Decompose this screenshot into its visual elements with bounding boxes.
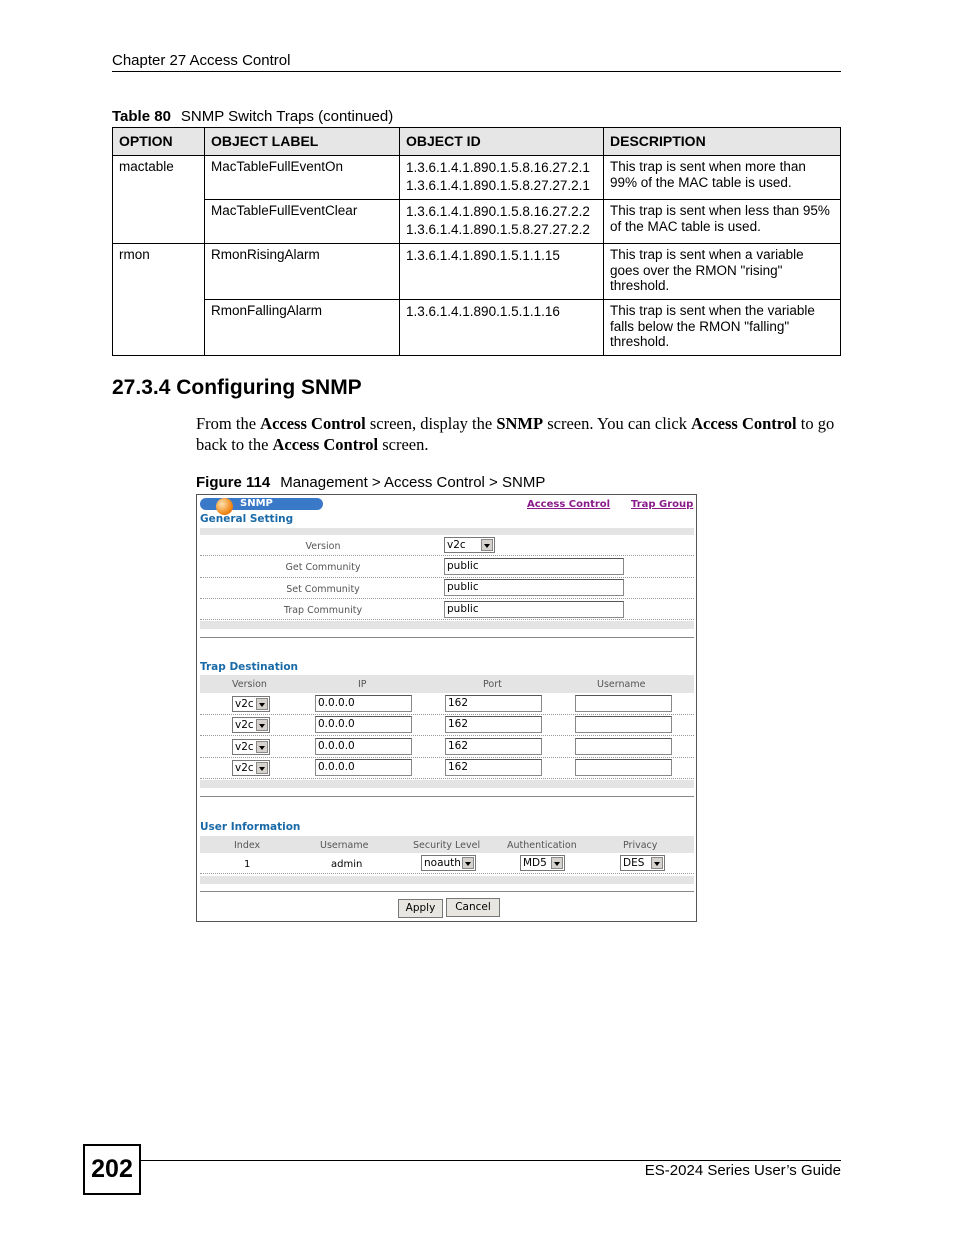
trap-port-input[interactable]: 162 — [445, 716, 542, 733]
trap-username-input[interactable] — [575, 695, 672, 712]
user-col-privacy: Privacy — [623, 840, 658, 851]
trap-port-input[interactable]: 162 — [445, 695, 542, 712]
trap-version-select[interactable] — [232, 696, 270, 712]
trap-ip-input[interactable]: 0.0.0.0 — [315, 695, 412, 712]
section-divider — [200, 637, 694, 638]
object-id-cell — [400, 244, 604, 300]
object-id: 1.3.6.1.4.1.890.1.5.1.1.16 — [406, 304, 560, 319]
object-id-cell — [400, 300, 604, 356]
description-cell: This trap is sent when less than 95% of the MAC table is used. — [604, 200, 841, 244]
trap-community-input[interactable]: public — [444, 601, 624, 618]
table-header-row — [113, 128, 841, 156]
chevron-down-icon — [256, 698, 268, 710]
chevron-down-icon — [481, 539, 493, 551]
user-footer-band — [200, 876, 694, 884]
get-community-label: Get Community — [285, 562, 361, 573]
para-text: screen. You can click — [543, 414, 692, 433]
trap-col-version: Version — [232, 679, 267, 690]
para-text: From the — [196, 414, 261, 433]
object-id: 1.3.6.1.4.1.890.1.5.1.1.15 — [406, 248, 560, 263]
col-description: DESCRIPTION — [604, 128, 841, 156]
col-option: OPTION — [113, 128, 205, 156]
object-label-cell: MacTableFullEventOn — [205, 156, 400, 200]
trap-username-input[interactable] — [575, 716, 672, 733]
general-setting-heading: General Setting — [200, 513, 294, 525]
trap-col-username: Username — [597, 679, 646, 690]
user-col-index: Index — [234, 840, 261, 851]
trap-username-input[interactable] — [575, 759, 672, 776]
general-footer-band — [200, 621, 694, 629]
chevron-down-icon — [462, 857, 474, 869]
trap-username-input[interactable] — [575, 738, 672, 755]
user-index: 1 — [244, 859, 251, 870]
trap-port-input[interactable]: 162 — [445, 738, 542, 755]
object-id: 1.3.6.1.4.1.890.1.5.8.27.27.2.2 — [406, 222, 590, 237]
trap-ip-input[interactable]: 0.0.0.0 — [315, 716, 412, 733]
snmp-screen — [196, 494, 697, 922]
object-id-cell — [400, 200, 604, 244]
trap-version-select[interactable] — [232, 739, 270, 755]
user-col-authentication: Authentication — [507, 840, 577, 851]
section-title: 27.3.4 Configuring SNMP — [112, 376, 362, 399]
chevron-down-icon — [551, 857, 563, 869]
para-bold: Access Control — [691, 414, 797, 433]
trap-ip-input[interactable]: 0.0.0.0 — [315, 738, 412, 755]
object-id: 1.3.6.1.4.1.890.1.5.8.16.27.2.1 — [406, 160, 590, 175]
snmp-tab — [200, 498, 323, 510]
trap-version-select[interactable] — [232, 717, 270, 733]
option-cell: mactable — [113, 156, 205, 244]
trap-version-select[interactable] — [232, 760, 270, 776]
trap-col-port: Port — [483, 679, 502, 690]
trap-col-ip: IP — [358, 679, 367, 690]
object-id: 1.3.6.1.4.1.890.1.5.8.27.27.2.1 — [406, 178, 590, 193]
footer-rule — [140, 1160, 841, 1161]
authentication-value: MD5 — [523, 857, 547, 869]
figure-caption — [196, 474, 545, 491]
object-label-cell: MacTableFullEventClear — [205, 200, 400, 244]
para-bold: SNMP — [496, 414, 544, 433]
option-cell: rmon — [113, 244, 205, 356]
chapter-header: Chapter 27 Access Control — [112, 52, 291, 69]
apply-button[interactable]: Apply — [398, 899, 443, 918]
col-object-id: OBJECT ID — [400, 128, 604, 156]
para-text: screen. — [378, 434, 429, 454]
version-label: Version — [305, 541, 341, 552]
privacy-value: DES — [623, 857, 645, 869]
section-divider — [200, 796, 694, 797]
set-community-label: Set Community — [286, 584, 360, 595]
version-select[interactable] — [444, 537, 495, 553]
security-level-value: noauth — [424, 857, 461, 869]
version-value: v2c — [447, 539, 466, 551]
table-row — [113, 156, 841, 200]
set-community-input[interactable]: public — [444, 579, 624, 596]
section-divider — [200, 891, 694, 892]
page-number: 202 — [83, 1144, 141, 1195]
user-username: admin — [331, 859, 363, 870]
table-row — [113, 244, 841, 300]
object-label-cell: RmonFallingAlarm — [205, 300, 400, 356]
guide-title: ES-2024 Series User’s Guide — [644, 1162, 841, 1179]
table-title: SNMP Switch Traps (continued) — [180, 108, 394, 125]
chevron-down-icon — [651, 857, 663, 869]
security-level-select[interactable] — [421, 855, 476, 871]
get-community-input[interactable]: public — [444, 558, 624, 575]
privacy-select[interactable] — [620, 855, 665, 871]
user-col-security-level: Security Level — [413, 840, 481, 851]
chevron-down-icon — [256, 741, 268, 753]
trap-group-link[interactable]: Trap Group — [631, 499, 694, 510]
object-label-cell: RmonRisingAlarm — [205, 244, 400, 300]
description-cell: This trap is sent when a variable goes over the RMON "rising" threshold. — [604, 244, 841, 300]
general-band — [200, 528, 694, 535]
figure-label: Figure 114 — [196, 474, 271, 491]
para-text: screen, display the — [365, 414, 497, 433]
figure-title: Management > Access Control > SNMP — [280, 474, 546, 491]
description-cell: This trap is sent when the variable falls below the RMON "falling" threshold. — [604, 300, 841, 356]
para-text: to go back to the — [196, 414, 835, 454]
table-row — [113, 300, 841, 356]
col-object-label: OBJECT LABEL — [205, 128, 400, 156]
chevron-down-icon — [256, 762, 268, 774]
chevron-down-icon — [256, 719, 268, 731]
table-label: Table 80 — [112, 108, 171, 125]
user-col-username: Username — [320, 840, 369, 851]
snmp-traps-table — [112, 127, 841, 356]
object-id-cell — [400, 156, 604, 200]
trap-footer-band — [200, 780, 694, 788]
header-rule — [112, 71, 841, 72]
para-bold: Access Control — [260, 414, 366, 433]
trap-community-label: Trap Community — [283, 605, 363, 616]
object-id: 1.3.6.1.4.1.890.1.5.8.16.27.2.2 — [406, 204, 590, 219]
trap-version-value: v2c — [235, 698, 254, 710]
trap-port-input[interactable]: 162 — [445, 759, 542, 776]
cancel-button[interactable]: Cancel — [446, 898, 500, 917]
trap-version-value: v2c — [235, 741, 254, 753]
trap-version-value: v2c — [235, 719, 254, 731]
trap-destination-heading: Trap Destination — [200, 661, 299, 673]
user-information-heading: User Information — [200, 821, 301, 833]
table-caption — [112, 108, 393, 125]
section-paragraph — [196, 414, 842, 455]
authentication-select[interactable] — [520, 855, 565, 871]
trap-ip-input[interactable]: 0.0.0.0 — [315, 759, 412, 776]
trap-version-value: v2c — [235, 762, 254, 774]
table-row — [113, 200, 841, 244]
para-bold: Access Control — [272, 434, 379, 454]
access-control-link[interactable]: Access Control — [527, 499, 611, 510]
snmp-tab-label: SNMP — [240, 498, 273, 509]
description-cell: This trap is sent when more than 99% of the MAC table is used. — [604, 156, 841, 200]
